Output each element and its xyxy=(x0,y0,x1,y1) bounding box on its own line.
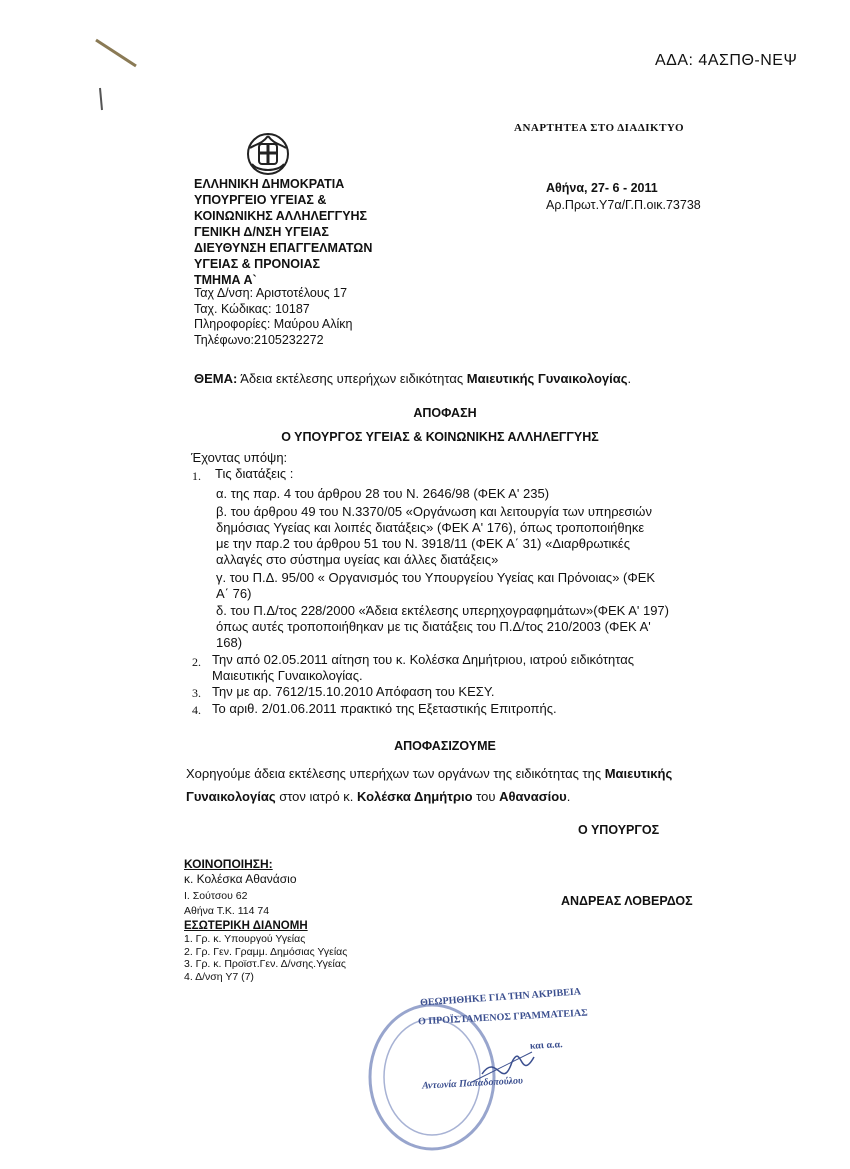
greek-coat-of-arms-icon xyxy=(244,130,292,176)
list-number: 3. xyxy=(192,686,201,700)
decision-specialty: Μαιευτικής xyxy=(604,766,673,781)
stamp-line: και α.α. xyxy=(529,1039,563,1052)
list-item: Τις διατάξεις : xyxy=(215,466,294,481)
stamp-line: ΘΕΩΡΗΘΗΚΕ ΓΙΑ ΤΗΝ ΑΚΡΙΒΕΙΑ xyxy=(419,986,582,1009)
decision-end: . xyxy=(566,789,571,804)
document-date: Αθήνα, 27- 6 - 2011 xyxy=(546,181,658,195)
header-line: ΔΙΕΥΘΥΝΣΗ ΕΠΑΓΓΕΛΜΑΤΩΝ xyxy=(194,241,373,255)
list-subitem: με την παρ.2 του άρθρου 51 του Ν. 3918/11 (ΦΕΚ Α΄ 31) «Διαρθρωτικές xyxy=(216,536,630,551)
decision-line-2 xyxy=(186,789,570,805)
list-subitem: δημόσιας Υγείας και λοιπές διατάξεις» (ΦΕΚ Α' 176), όπως τροποποιήθηκε xyxy=(216,520,645,535)
list-subitem: Α΄ 76) xyxy=(216,586,252,601)
decision-text: στον ιατρό κ. xyxy=(275,789,358,804)
considering-heading: Έχοντας υπόψη: xyxy=(191,450,288,465)
distribution-line: 2. Γρ. Γεν. Γραμμ. Δημόσιας Υγείας xyxy=(184,945,348,958)
distribution-line: 3. Γρ. κ. Προϊστ.Γεν. Δ/νσης.Υγείας xyxy=(184,958,346,970)
we-decide-heading: ΑΠΟΦΑΣΙΖΟΥΜΕ xyxy=(394,739,496,753)
list-number: 1. xyxy=(192,469,201,483)
subject-line xyxy=(194,371,631,387)
list-subitem: α. της παρ. 4 του άρθρου 28 του Ν. 2646/98 (ΦΕΚ Α' 235) xyxy=(216,486,550,501)
certification-stamp xyxy=(362,982,592,1162)
list-item: Μαιευτικής Γυναικολογίας. xyxy=(212,668,363,683)
header-line: ΚΟΙΝΩΝΙΚΗΣ ΑΛΛΗΛΕΓΓΥΗΣ xyxy=(194,209,368,223)
stamp-line: Ο ΠΡΟΪΣΤΑΜΕΝΟΣ ΓΡΑΜΜΑΤΕΙΑΣ xyxy=(417,1007,588,1028)
date-protocol-block xyxy=(546,180,701,213)
list-number: 2. xyxy=(192,655,201,669)
decision-specialty: Γυναικολογίας xyxy=(186,789,276,804)
decision-line-1 xyxy=(186,766,672,782)
list-item: Την από 02.05.2011 αίτηση του κ. Κολέσκα Δημήτριου, ιατρού ειδικότητας xyxy=(212,652,634,667)
notification-line: Ι. Σούτσου 62 xyxy=(184,890,248,902)
posting-notice: ΑΝΑΡΤΗΤΕΑ ΣΤΟ ΔΙΑΔΙΚΤΥΟ xyxy=(514,122,685,134)
list-item: Το αριθ. 2/01.06.2011 πρακτικό της Εξεταστικής Επιτροπής. xyxy=(212,701,557,716)
contact-info xyxy=(194,286,353,348)
staple-mark xyxy=(92,36,142,116)
header-line: ΥΠΟΥΡΓΕΙΟ ΥΓΕΙΑΣ & xyxy=(194,193,327,207)
minister-title: Ο ΥΠΟΥΡΓΟΣ ΥΓΕΙΑΣ & ΚΟΙΝΩΝΙΚΗΣ ΑΛΛΗΛΕΓΓΥΗΣ xyxy=(281,430,599,444)
list-subitem: γ. του Π.Δ. 95/00 « Οργανισμός του Υπουργείου Υγείας και Πρόνοιας» (ΦΕΚ xyxy=(216,570,656,585)
stamp-signature: Αντωνία Παπαδοπούλου xyxy=(421,1075,524,1092)
list-subitem: δ. του Π.Δ/τος 228/2000 «Άδεια εκτέλεσης υπερηχογραφημάτων»(ΦΕΚ Α' 197) xyxy=(216,603,669,618)
list-number: 4. xyxy=(192,703,201,717)
doctor-name: Κολέσκα Δημήτριο xyxy=(357,789,473,804)
address-line: Τηλέφωνο:2105232272 xyxy=(194,332,324,347)
notification-heading: ΚΟΙΝΟΠΟΙΗΣΗ: xyxy=(184,857,273,871)
ada-code: ΑΔΑ: 4ΑΣΠΘ-ΝΕΨ xyxy=(655,52,798,69)
subject-text: Άδεια εκτέλεσης υπερήχων ειδικότητας xyxy=(237,371,467,386)
address-line: Ταχ Δ/νση: Αριστοτέλους 17 xyxy=(194,286,348,300)
minister-name: ΑΝΔΡΕΑΣ ΛΟΒΕΡΔΟΣ xyxy=(561,894,693,908)
distribution-heading: ΕΣΩΤΕΡΙΚΗ ΔΙΑΝΟΜΗ xyxy=(184,920,308,932)
distribution-line: 4. Δ/νση Υ7 (7) xyxy=(184,970,254,983)
header-line: ΤΜΗΜΑ Α` xyxy=(194,273,257,287)
internal-distribution xyxy=(184,919,347,983)
address-line: Ταχ. Κώδικας: 10187 xyxy=(194,301,310,316)
list-item: Την με αρ. 7612/15.10.2010 Απόφαση του ΚΕΣΥ. xyxy=(212,684,495,699)
father-name: Αθανασίου xyxy=(499,789,567,804)
decision-heading: ΑΠΟΦΑΣΗ xyxy=(413,406,477,420)
distribution-line: 1. Γρ. κ. Υπουργού Υγείας xyxy=(184,933,306,945)
subject-label: ΘΕΜΑ: xyxy=(194,371,238,386)
list-subitem: 168) xyxy=(216,635,243,650)
header-line: ΥΓΕΙΑΣ & ΠΡΟΝΟΙΑΣ xyxy=(194,257,321,271)
header-line: ΓΕΝΙΚΗ Δ/ΝΣΗ ΥΓΕΙΑΣ xyxy=(194,225,329,239)
notification-line: Αθήνα Τ.Κ. 114 74 xyxy=(184,905,270,917)
list-subitem: αλλαγές στο σύστημα υγείας και άλλες διατάξεις» xyxy=(216,552,499,567)
address-line: Πληροφορίες: Μαύρου Αλίκη xyxy=(194,317,353,331)
decision-text: Χορηγούμε άδεια εκτέλεσης υπερήχων των οργάνων της ειδικότητας της xyxy=(186,766,605,781)
ministry-header xyxy=(194,176,372,288)
list-subitem: β. του άρθρου 49 του Ν.3370/05 «Οργάνωση και λειτουργία των υπηρεσιών xyxy=(216,504,652,519)
header-line: ΕΛΛΗΝΙΚΗ ΔΗΜΟΚΡΑΤΙΑ xyxy=(194,177,345,191)
signatory-title: Ο ΥΠΟΥΡΓΟΣ xyxy=(578,823,660,837)
list-subitem: όπως αυτές τροποποιήθηκαν με τις διατάξεις του Π.Δ/τος 210/2003 (ΦΕΚ Α' xyxy=(216,619,651,634)
decision-text: του xyxy=(472,789,500,804)
notification-block xyxy=(184,857,297,918)
notification-line: κ. Κολέσκα Αθανάσιο xyxy=(184,872,297,886)
protocol-number: Αρ.Πρωτ.Υ7α/Γ.Π.οικ.73738 xyxy=(546,198,701,212)
subject-specialty: Μαιευτικής Γυναικολογίας xyxy=(466,371,628,386)
subject-end: . xyxy=(627,371,632,386)
